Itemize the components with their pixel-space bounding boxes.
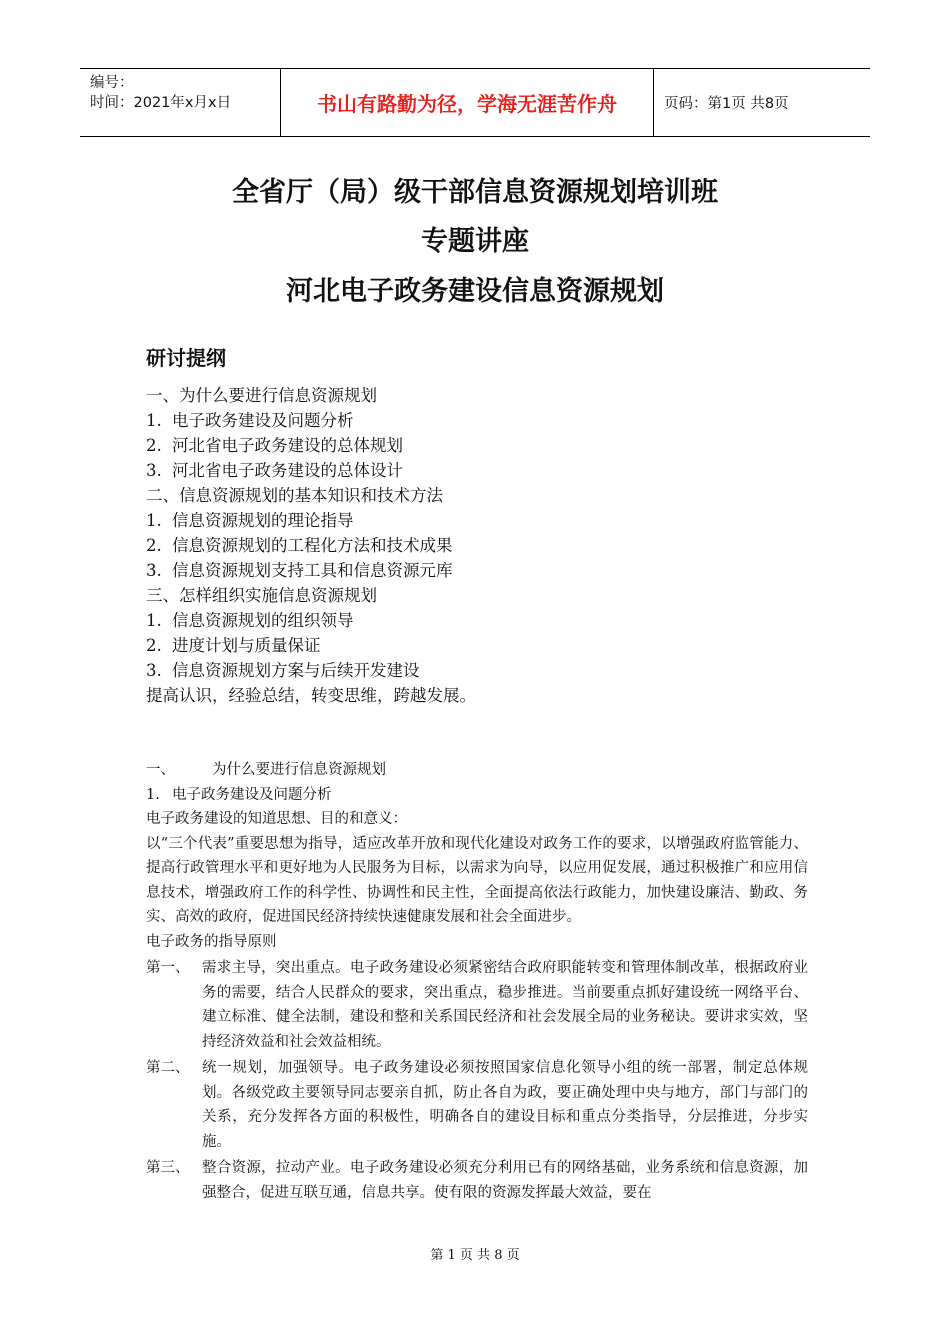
title-line-3: 河北电子政务建设信息资源规划 <box>286 276 664 307</box>
outline-item <box>146 558 476 583</box>
outline-item-text: 信息资源规划方案与后续开发建设 <box>172 661 420 680</box>
outline-item <box>146 458 476 483</box>
section-heading <box>146 758 808 783</box>
header-meta <box>80 69 280 136</box>
outline-item <box>146 433 476 458</box>
outline-item-text: 三、怎样组织实施信息资源规划 <box>146 586 377 605</box>
outline-item-number: 3. <box>146 561 162 580</box>
guiding-heading: 电子政务建设的知道思想、目的和意义： <box>146 811 407 827</box>
outline-item-text: 信息资源规划的组织领导 <box>172 611 354 630</box>
outline-item-number: 2. <box>146 636 162 655</box>
outline-item-text: 信息资源规划支持工具和信息资源元库 <box>172 561 453 580</box>
outline-item <box>146 483 476 508</box>
title-line-1: 全省厅（局）级干部信息资源规划培训班 <box>232 177 718 208</box>
outline-item <box>146 383 476 408</box>
body-content <box>146 758 808 1205</box>
code-label: 编号： <box>90 75 134 91</box>
outline-item-number: 1. <box>146 411 162 430</box>
header-motto-cell <box>280 69 654 136</box>
motto-text: 书山有路勤为径，学海无涯苦作舟 <box>317 92 617 116</box>
outline-item <box>146 533 476 558</box>
time-label: 时间：2021年x月x日 <box>90 95 232 111</box>
outline-item-text: 进度计划与质量保证 <box>172 636 321 655</box>
outline-item-text: 提高认识，经验总结，转变思维，跨越发展。 <box>146 686 476 705</box>
outline-item-number: 3. <box>146 461 162 480</box>
title-line-2: 专题讲座 <box>421 226 529 257</box>
outline-item-number: 2. <box>146 536 162 555</box>
outline-item-text: 二、信息资源规划的基本知识和技术方法 <box>146 486 443 505</box>
section-title: 为什么要进行信息资源规划 <box>212 762 386 778</box>
principle-text: 整合资源，拉动产业。电子政务建设必须充分利用已有的网络基础，业务系统和信息资源，加强整合，促进互联互通，信息共享。使有限的资源发挥最大效益，要在 <box>202 1160 808 1201</box>
subsection-heading <box>146 783 808 808</box>
outline-heading: 研讨提纲 <box>146 346 226 370</box>
section-number: 一、 <box>146 762 175 778</box>
outline-item-text: 信息资源规划的理论指导 <box>172 511 354 530</box>
principle-label: 第二、 <box>146 1060 190 1076</box>
outline-item-number: 1. <box>146 611 162 630</box>
outline-list <box>146 383 476 708</box>
principle-label: 第三、 <box>146 1160 190 1176</box>
principle-text: 需求主导，突出重点。电子政务建设必须紧密结合政府职能转变和管理体制改革，根据政府业务的需要，结合人民群众的要求，突出重点，稳步推进。当前要重点抓好建设统一网络平台、建立标准、健全法制，建设和整和关系国民经济和社会发展全局的业务秘诀。要讲求实效，坚持经济效益和社会效益相统。 <box>202 960 808 1050</box>
subsection-number: 1. <box>146 786 160 803</box>
page-footer: 第 1 页 共 8 页 <box>430 1248 520 1263</box>
outline-item-number: 2. <box>146 436 162 455</box>
outline-item <box>146 633 476 658</box>
page-header <box>80 68 870 137</box>
outline-item-number: 1. <box>146 511 162 530</box>
outline-item <box>146 658 476 683</box>
outline-item <box>146 608 476 633</box>
principle-text: 统一规划，加强领导。电子政务建设必须按照国家信息化领导小组的统一部署，制定总体规划。各级党政主要领导同志要亲自抓，防止各自为政，要正确处理中央与地方，部门与部门的关系，充分发挥各方面的积极性，明确各自的建设目标和重点分类指导，分层推进，分步实施。 <box>202 1060 808 1150</box>
outline-item-text: 电子政务建设及问题分析 <box>172 411 354 430</box>
outline-item-number: 3. <box>146 661 162 680</box>
principle-item <box>146 956 808 1054</box>
principle-item <box>146 1056 808 1154</box>
outline-item-text: 信息资源规划的工程化方法和技术成果 <box>172 536 453 555</box>
outline-item-text: 河北省电子政务建设的总体设计 <box>172 461 403 480</box>
outline-item <box>146 408 476 433</box>
outline-item <box>146 583 476 608</box>
outline-item-text: 河北省电子政务建设的总体规划 <box>172 436 403 455</box>
outline-item-text: 一、为什么要进行信息资源规划 <box>146 386 377 405</box>
outline-item <box>146 683 476 708</box>
outline-item <box>146 508 476 533</box>
header-page-info: 页码：第1页 共8页 <box>664 96 789 112</box>
guiding-paragraph: 以“三个代表”重要思想为指导，适应改革开放和现代化建设对政务工作的要求，以增强政府监管能力、提高行政管理水平和更好地为人民服务为目标，以需求为向导，以应用促发展，通过积极推广和应用信息技术，增强政府工作的科学性、协调性和民主性，全面提高依法行政能力，加快建设廉洁、勤政、务实、高效的政府，促进国民经济持续快速健康发展和社会全面进步。 <box>146 835 808 925</box>
principle-item <box>146 1156 808 1205</box>
principle-label: 第一、 <box>146 960 190 976</box>
subsection-title: 电子政务建设及问题分析 <box>172 786 332 803</box>
principles-heading: 电子政务的指导原则 <box>146 933 277 950</box>
